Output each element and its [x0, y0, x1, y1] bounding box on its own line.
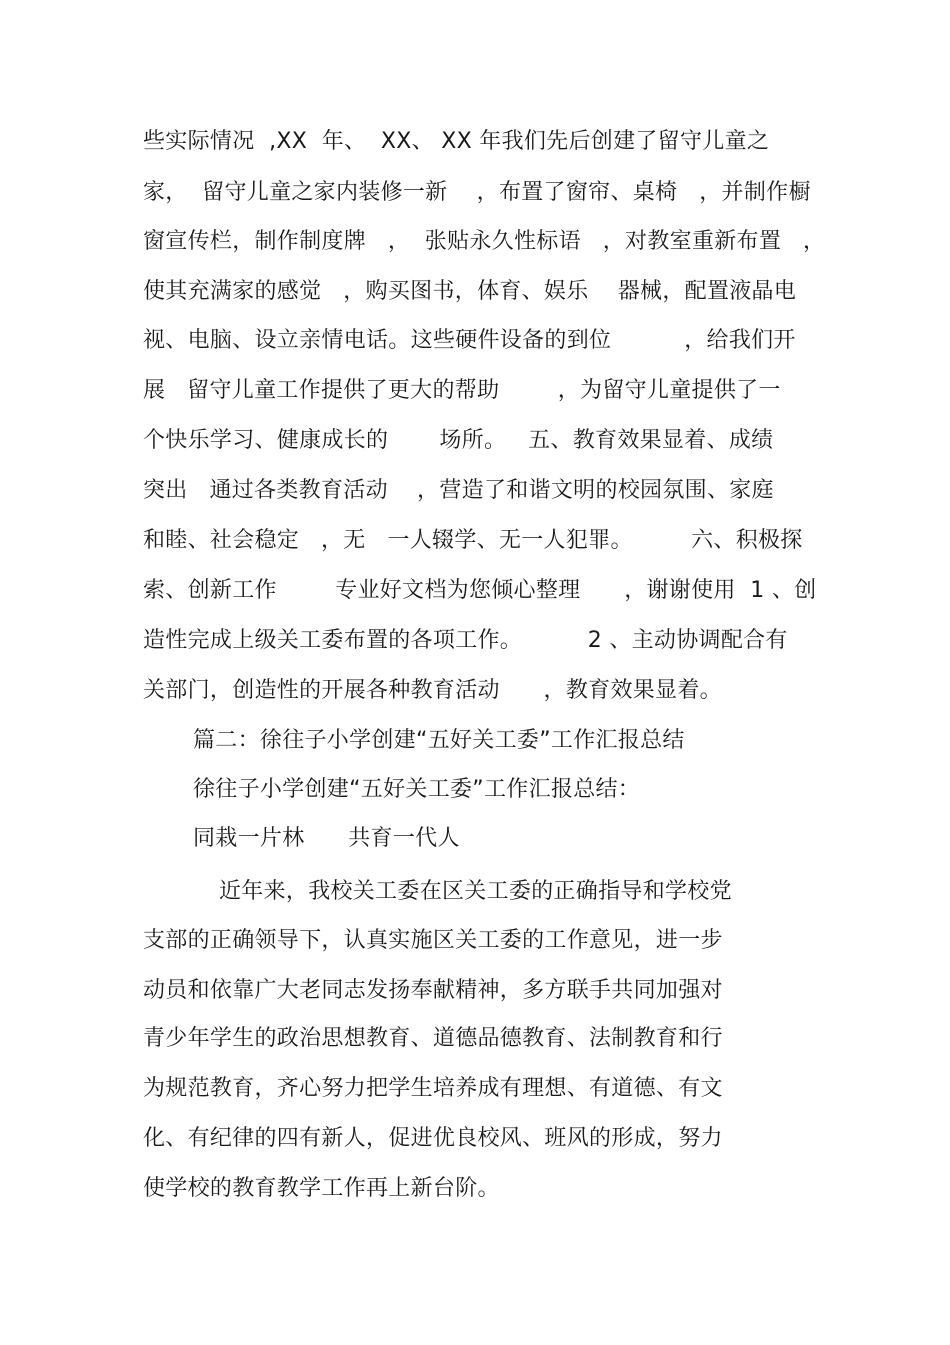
- text-line: 索、创新工作 专业好文档为您倾心整理 ，谢谢使用 1 、创: [143, 578, 817, 603]
- text-line: 化、有纪律的四有新人，促进优良校风、班风的形成，努力: [143, 1126, 723, 1151]
- section-heading: 篇二：徐往子小学创建“五好关工委”工作汇报总结: [193, 728, 685, 753]
- text-line: 窗宣传栏，制作制度牌 ， 张贴永久性标语 ，对教室重新布置 ，: [143, 229, 826, 254]
- text-line: 关部门，创造性的开展各种教育活动 ，教育效果显着。: [143, 678, 722, 703]
- text-line: 动员和依靠广大老同志发扬奉献精神，多方联手共同加强对: [143, 978, 723, 1003]
- text-line: 支部的正确领导下，认真实施区关工委的工作意见，进一步: [143, 928, 723, 953]
- text-line: 个快乐学习、健康成长的 场所。 五、教育效果显着、成绩: [143, 428, 774, 453]
- text-line: 些实际情况 ,XX 年、 XX、 XX 年我们先后创建了留守儿童之: [143, 129, 770, 154]
- text-line: 使其充满家的感觉 ，购买图书，体育、娱乐 器械，配置液晶电: [143, 279, 797, 304]
- text-line: 视、电脑、设立亲情电话。这些硬件设备的到位 ，给我们开: [143, 328, 796, 353]
- text-line: 青少年学生的政治思想教育、道德品德教育、法制教育和行: [143, 1026, 723, 1051]
- text-line: 使学校的教育教学工作再上新台阶。: [143, 1176, 500, 1201]
- text-line: 和睦、社会稳定 ，无 一人辍学、无一人犯罪。 六、积极探: [143, 528, 803, 553]
- text-line: 突出 通过各类教育活动 ，营造了和谐文明的校园氛围、家庭: [143, 478, 774, 503]
- text-line: 展 留守儿童工作提供了更大的帮助 ，为留守儿童提供了一: [143, 378, 781, 403]
- text-line: 造性完成上级关工委布置的各项工作。 2 、主动协调配合有: [143, 628, 788, 653]
- text-line: 家， 留守儿童之家内装修一新 ，布置了窗帘、桌椅 ，并制作橱: [143, 180, 811, 205]
- report-title: 徐往子小学创建“五好关工委”工作汇报总结：: [193, 777, 641, 802]
- report-subtitle: 同栽一片林 共育一代人: [193, 826, 460, 851]
- text-line: 近年来，我校关工委在区关工委的正确指导和学校党: [219, 879, 732, 904]
- text-line: 为规范教育，齐心努力把学生培养成有理想、有道德、有文: [143, 1076, 723, 1101]
